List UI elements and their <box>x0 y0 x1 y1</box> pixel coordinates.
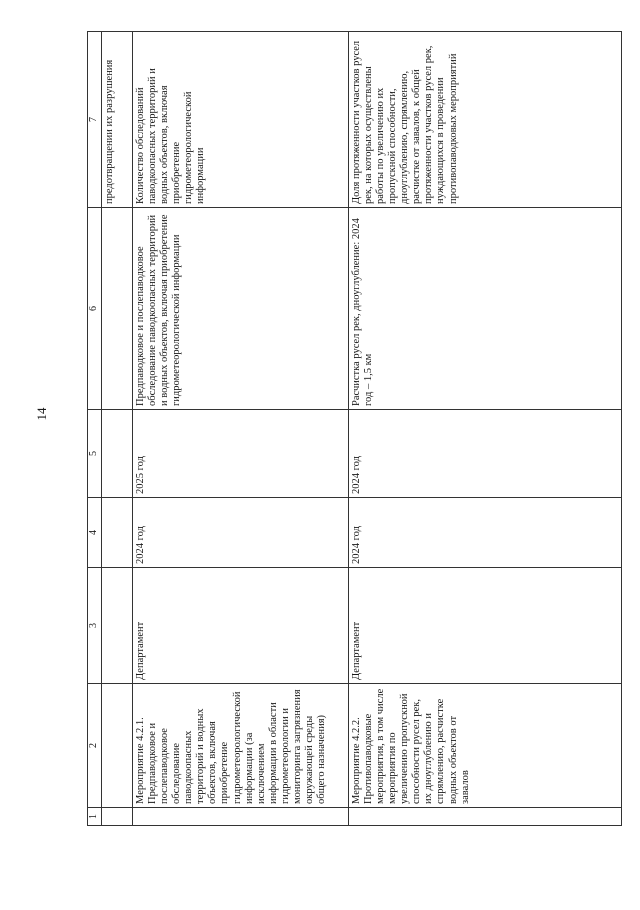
column-number: 5 <box>88 410 102 498</box>
table-cell <box>102 568 133 684</box>
indicator: Доля протяженности участков русел рек, на которых осуществлены работы по увеличению их пропускной способности, дноуглублению, спрямлению, расчистке от завалов, к общей протяженности участков русел рек, нуждающихся в проведении противопаводковых мероприятий <box>349 32 622 208</box>
end-year: 2024 год <box>349 410 622 498</box>
measure-name: Мероприятие 4.2.1. Предпаводковое и послепаводковое обследование паводкоопасных территорий и водных объектов, включая приобретение гидрометеорологической информации (за исключением информации в области гидрометеорологии и мониторинга загрязнения окружающей среды общего назначения) <box>133 684 349 808</box>
measures-table <box>87 31 622 826</box>
continuation-row <box>102 32 133 826</box>
expected-result: Предпаводковое и послепаводковое обследование паводкоопасных территорий и водных объектов, включая приобретение гидрометеорологической информации <box>133 208 349 410</box>
continuation-text: предотвращении их разрушения <box>102 32 133 208</box>
table-row <box>133 32 349 826</box>
table-cell <box>349 808 622 826</box>
page-number: 14 <box>34 407 49 421</box>
column-number: 7 <box>88 32 102 208</box>
measure-name: Мероприятие 4.2.2. Противопаводковые мероприятия, в том числе мероприятия по увеличению пропускной способности русел рек, их дноуглублению и спрямлению, расчистке водных объектов от завалов <box>349 684 622 808</box>
table-cell <box>102 684 133 808</box>
indicator: Количество обследований паводкоопасных территорий и водных объектов, включая приобретение гидрометеорологической информации <box>133 32 349 208</box>
executor: Департамент <box>349 568 622 684</box>
table-cell <box>102 498 133 568</box>
column-number-row <box>88 32 102 826</box>
table-cell <box>102 208 133 410</box>
table-cell <box>102 410 133 498</box>
start-year: 2024 год <box>349 498 622 568</box>
table-cell <box>133 808 349 826</box>
rotated-table-container <box>87 32 622 826</box>
table-cell <box>102 808 133 826</box>
column-number: 4 <box>88 498 102 568</box>
column-number: 6 <box>88 208 102 410</box>
executor: Департамент <box>133 568 349 684</box>
end-year: 2025 год <box>133 410 349 498</box>
table-row <box>349 32 622 826</box>
expected-result: Расчистка русел рек, дноуглубление: 2024 год – 1,5 км <box>349 208 622 410</box>
start-year: 2024 год <box>133 498 349 568</box>
column-number: 1 <box>88 808 102 826</box>
column-number: 2 <box>88 684 102 808</box>
column-number: 3 <box>88 568 102 684</box>
